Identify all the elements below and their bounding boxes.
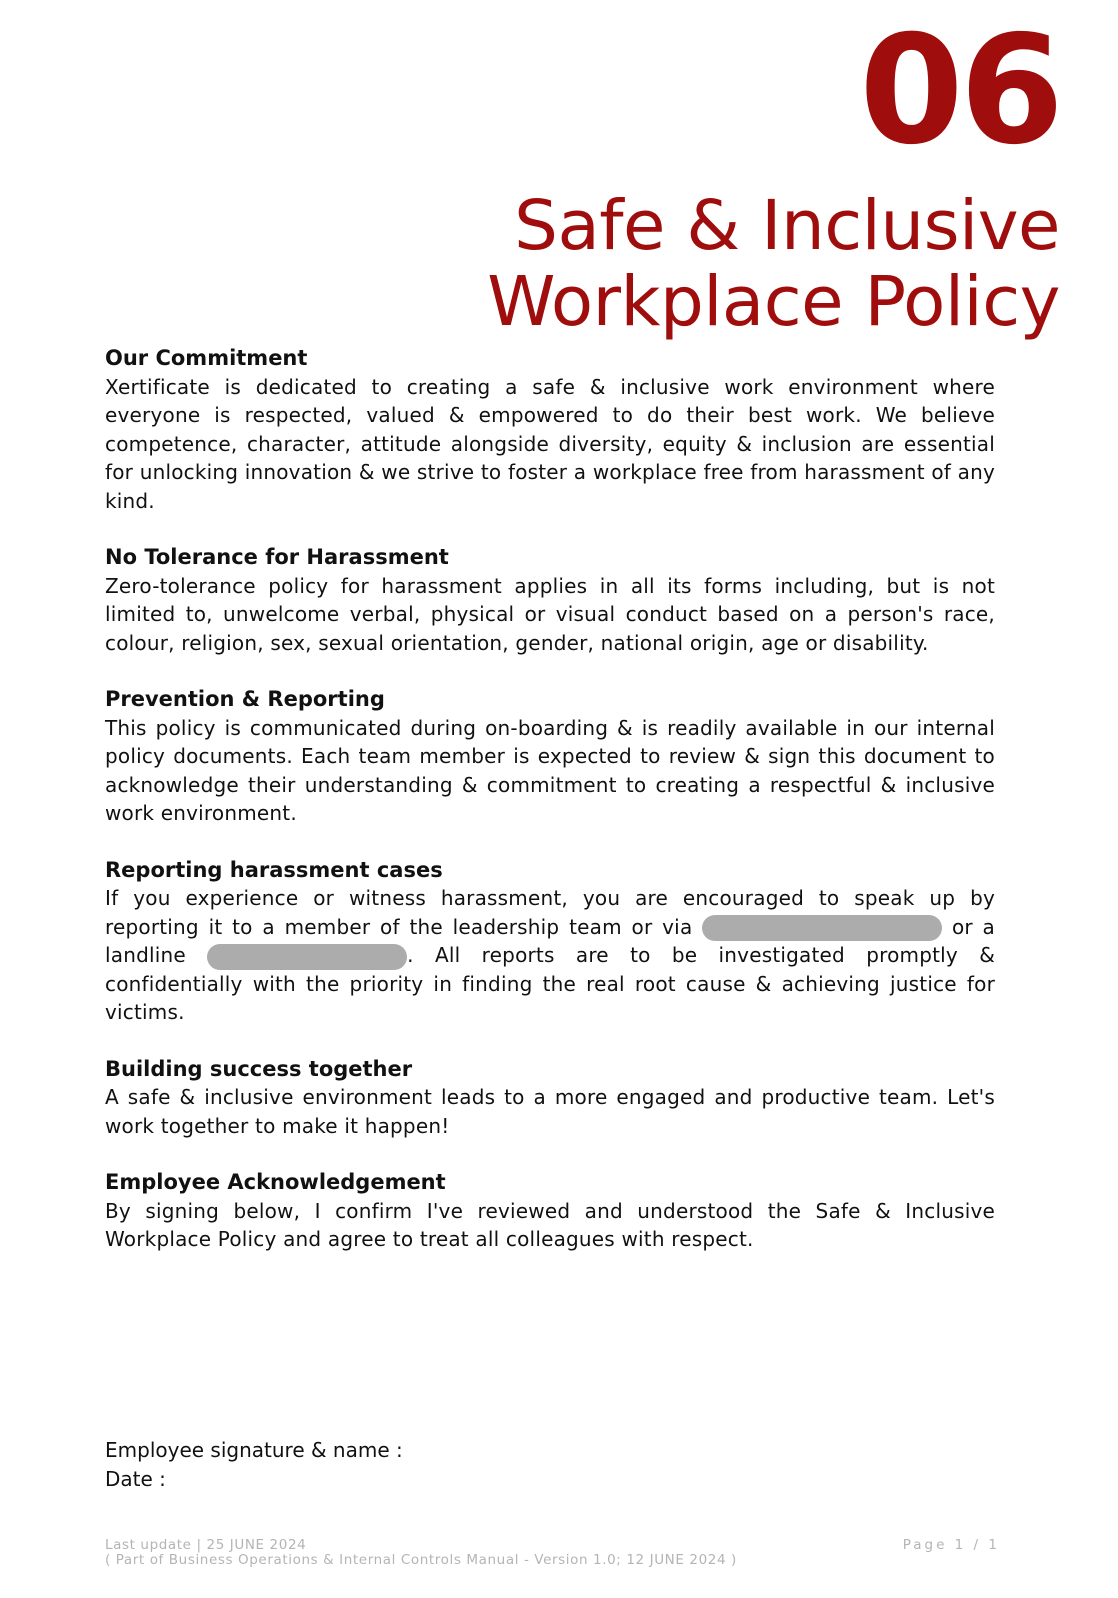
reporting-text-part-3: . All reports are to be investigated promptly & confidentially with the priority in finding the real root cause & achieving justice for victims. — [105, 943, 995, 1024]
footer-metadata — [105, 1538, 737, 1568]
section-employee-acknowledgement — [105, 1168, 995, 1254]
signature-block — [105, 1436, 403, 1493]
signature-date-label: Date : — [105, 1466, 166, 1491]
section-reporting-cases — [105, 856, 995, 1027]
section-heading: No Tolerance for Harassment — [105, 545, 449, 569]
section-prevention-reporting — [105, 685, 995, 828]
section-body — [105, 884, 995, 1027]
redacted-contact-email — [702, 915, 942, 941]
section-heading: Reporting harassment cases — [105, 857, 443, 882]
reporting-text-part-2: or a landline — [105, 914, 996, 967]
section-heading: Employee Acknowledgement — [105, 1170, 446, 1194]
section-body: Xertificate is dedicated to creating a safe & inclusive work environment where everyone is respected, valued & empowered to do their best work. We believe competence, character, attitude alongside diversity, equity & inclusion are essential for unlocking innovation & we strive to foster a workplace free from harassment of any kind. — [105, 374, 995, 513]
reporting-text-part-1: If you experience or witness harassment, you are encouraged to speak up by reporting it to a member of the leadership team or via — [105, 886, 995, 939]
section-body: A safe & inclusive environment leads to a more engaged and productive team. Let's work together to make it happen! — [105, 1085, 995, 1138]
section-building-success — [105, 1055, 995, 1141]
section-heading: Prevention & Reporting — [105, 687, 385, 711]
footer-last-update: Last update | 25 JUNE 2024 — [105, 1537, 307, 1553]
section-body: By signing below, I confirm I've reviewed and understood the Safe & Inclusive Workplace Policy and agree to treat all colleagues with respect. — [105, 1198, 995, 1251]
policy-title-line-2: Workplace Policy — [487, 262, 1060, 342]
policy-title — [260, 188, 1060, 340]
footer-page-indicator: Page 1 / 1 — [902, 1537, 1000, 1553]
section-our-commitment — [105, 344, 995, 515]
policy-title-line-1: Safe & Inclusive — [514, 186, 1060, 266]
policy-content — [105, 344, 995, 1282]
footer-manual-note: ( Part of Business Operations & Internal Controls Manual - Version 1.0; 12 JUNE 2024 ) — [105, 1552, 737, 1568]
chapter-number: 06 — [859, 4, 1060, 178]
redacted-landline-number — [207, 944, 407, 970]
section-body: This policy is communicated during on-boarding & is readily available in our internal policy documents. Each team member is expected to review & sign this document to acknowledge their understanding & commitment to creating a respectful & inclusive work environment. — [105, 715, 995, 825]
section-heading: Our Commitment — [105, 346, 308, 370]
signature-name-label: Employee signature & name : — [105, 1438, 403, 1462]
section-body: Zero-tolerance policy for harassment applies in all its forms including, but is not limited to, unwelcome verbal, physical or visual conduct based on a person's race, colour, religion, sex, sexual orientation, gender, national origin, age or disability. — [105, 573, 995, 655]
section-heading: Building success together — [105, 1056, 413, 1081]
section-no-tolerance — [105, 543, 995, 657]
